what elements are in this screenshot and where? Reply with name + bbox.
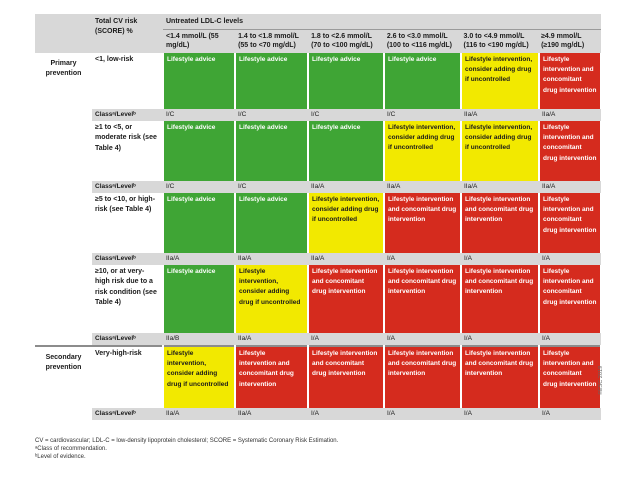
recommendation-cell: Lifestyle intervention and concomitant drug intervention [308,346,384,408]
recommendation-cell: Lifestyle intervention and concomitant drug intervention [461,193,539,253]
class-level-label: Classᵃ/Levelᵇ [92,109,163,121]
risk-category-label: <1, low-risk [95,55,134,63]
class-level-value: I/C [163,181,235,193]
class-level-value: IIa/A [539,181,601,193]
class-level-row [35,253,601,265]
class-level-value: IIa/A [384,181,461,193]
class-level-value: IIa/A [308,253,384,265]
ldl-treatment-table [35,14,602,420]
recommendation-cell: Lifestyle intervention and concomitant drug intervention [461,346,539,408]
class-level-value: I/A [308,408,384,420]
recommendation-cell: Lifestyle intervention and concomitant drug intervention [539,265,601,333]
class-level-value: I/A [539,333,601,346]
recommendation-cell: Lifestyle advice [235,53,308,109]
class-level-value: I/C [308,109,384,121]
recommendation-cell: Lifestyle intervention, consider adding drug if uncontrolled [235,265,308,333]
class-level-value: IIa/A [163,253,235,265]
footnote-level: ᵇLevel of evidence. [35,454,86,460]
recommendation-cell: Lifestyle intervention, consider adding drug if uncontrolled [461,53,539,109]
class-level-value: I/A [384,408,461,420]
class-level-label: Classᵃ/Levelᵇ [92,333,163,346]
section-primary-prevention: Primary prevention [45,59,82,77]
class-level-value: I/A [384,253,461,265]
recommendation-cell: Lifestyle intervention and concomitant drug intervention [384,193,461,253]
class-level-row [35,333,601,346]
class-level-value: I/A [461,408,539,420]
class-level-value: I/A [461,333,539,346]
class-level-value: IIa/A [308,181,384,193]
header-level-6: ≥4.9 mmol/L (≥190 mg/dL) [541,32,585,49]
class-level-value: IIa/A [461,109,539,121]
header-blank [35,14,92,53]
header-level-3: 1.8 to <2.6 mmol/L (70 to <100 mg/dL) [311,32,373,49]
class-level-value: I/A [461,253,539,265]
recommendation-cell: Lifestyle advice [384,53,461,109]
risk-table-figure [35,14,601,420]
header-level-row [163,30,601,53]
copyright-note: ©ESC 2019 [598,365,604,395]
recommendation-cell: Lifestyle intervention and concomitant drug intervention [539,53,601,109]
class-level-value: IIa/A [235,408,308,420]
recommendation-cell: Lifestyle intervention, consider adding drug if uncontrolled [461,121,539,181]
class-level-value: IIa/A [235,253,308,265]
class-level-row [35,408,601,420]
risk-category-label: ≥5 to <10, or high-risk (see Table 4) [95,195,156,213]
recommendation-cell: Lifestyle advice [308,53,384,109]
recommendation-cell: Lifestyle intervention and concomitant drug intervention [308,265,384,333]
recommendation-cell: Lifestyle advice [235,193,308,253]
table-row [35,121,601,181]
class-level-value: IIa/A [235,333,308,346]
recommendation-cell: Lifestyle intervention, consider adding drug if uncontrolled [384,121,461,181]
header-level-2: 1.4 to <1.8 mmol/L (55 to <70 mg/dL) [238,32,299,49]
recommendation-cell: Lifestyle advice [163,53,235,109]
class-level-value: IIa/A [461,181,539,193]
recommendation-cell: Lifestyle intervention and concomitant drug intervention [539,121,601,181]
class-level-value: I/C [235,109,308,121]
recommendation-cell: Lifestyle intervention, consider adding drug if uncontrolled [163,346,235,408]
class-level-value: IIa/A [163,408,235,420]
footnote-abbreviations: CV = cardiovascular; LDL-C = low-density lipoprotein cholesterol; SCORE = Systematic Coronary Risk Estimation. [35,438,339,444]
table-row [35,193,601,253]
header-ldl-group: Untreated LDL-C levels [163,14,601,30]
risk-category-label: ≥1 to <5, or moderate risk (see Table 4) [95,123,157,152]
table-row [35,346,601,408]
class-level-value: I/A [539,253,601,265]
footnote-class: ᵃClass of recommendation. [35,446,107,452]
class-level-label: Classᵃ/Levelᵇ [92,408,163,420]
header-risk: Total CV risk (SCORE) % [92,14,163,53]
class-level-label: Classᵃ/Levelᵇ [92,181,163,193]
recommendation-cell: Lifestyle advice [308,121,384,181]
recommendation-cell: Lifestyle intervention and concomitant drug intervention [235,346,308,408]
header-level-1: <1.4 mmol/L (55 mg/dL) [166,32,219,49]
class-level-value: IIa/B [163,333,235,346]
class-level-row [35,109,601,121]
class-level-label: Classᵃ/Levelᵇ [92,253,163,265]
recommendation-cell: Lifestyle intervention, consider adding drug if uncontrolled [308,193,384,253]
class-level-value: I/C [384,109,461,121]
table-row [35,265,601,333]
header-level-4: 2.6 to <3.0 mmol/L (100 to <116 mg/dL) [386,32,452,49]
class-level-row [35,181,601,193]
class-level-value: I/C [235,181,308,193]
recommendation-cell: Lifestyle advice [235,121,308,181]
recommendation-cell: Lifestyle advice [163,265,235,333]
table-row [35,53,601,109]
recommendation-cell: Lifestyle intervention and concomitant drug intervention [384,346,461,408]
recommendation-cell: Lifestyle intervention and concomitant drug intervention [461,265,539,333]
section-secondary-prevention: Secondary prevention [45,353,82,371]
header-ldl [163,14,601,53]
class-level-value: I/A [308,333,384,346]
recommendation-cell: Lifestyle intervention and concomitant drug intervention [539,346,601,408]
header-level-5: 3.0 to <4.9 mmol/L (116 to <190 mg/dL) [463,32,529,49]
class-level-value: IIa/A [539,109,601,121]
risk-category-label: Very-high-risk [95,349,142,357]
class-level-value: I/A [384,333,461,346]
class-level-value: I/A [539,408,601,420]
footnotes [35,437,338,461]
risk-category-label: ≥10, or at very-high risk due to a risk condition (see Table 4) [95,267,157,306]
recommendation-cell: Lifestyle advice [163,193,235,253]
recommendation-cell: Lifestyle intervention and concomitant drug intervention [539,193,601,253]
class-level-value: I/C [163,109,235,121]
table-body [35,53,601,420]
recommendation-cell: Lifestyle intervention and concomitant drug intervention [384,265,461,333]
recommendation-cell: Lifestyle advice [163,121,235,181]
